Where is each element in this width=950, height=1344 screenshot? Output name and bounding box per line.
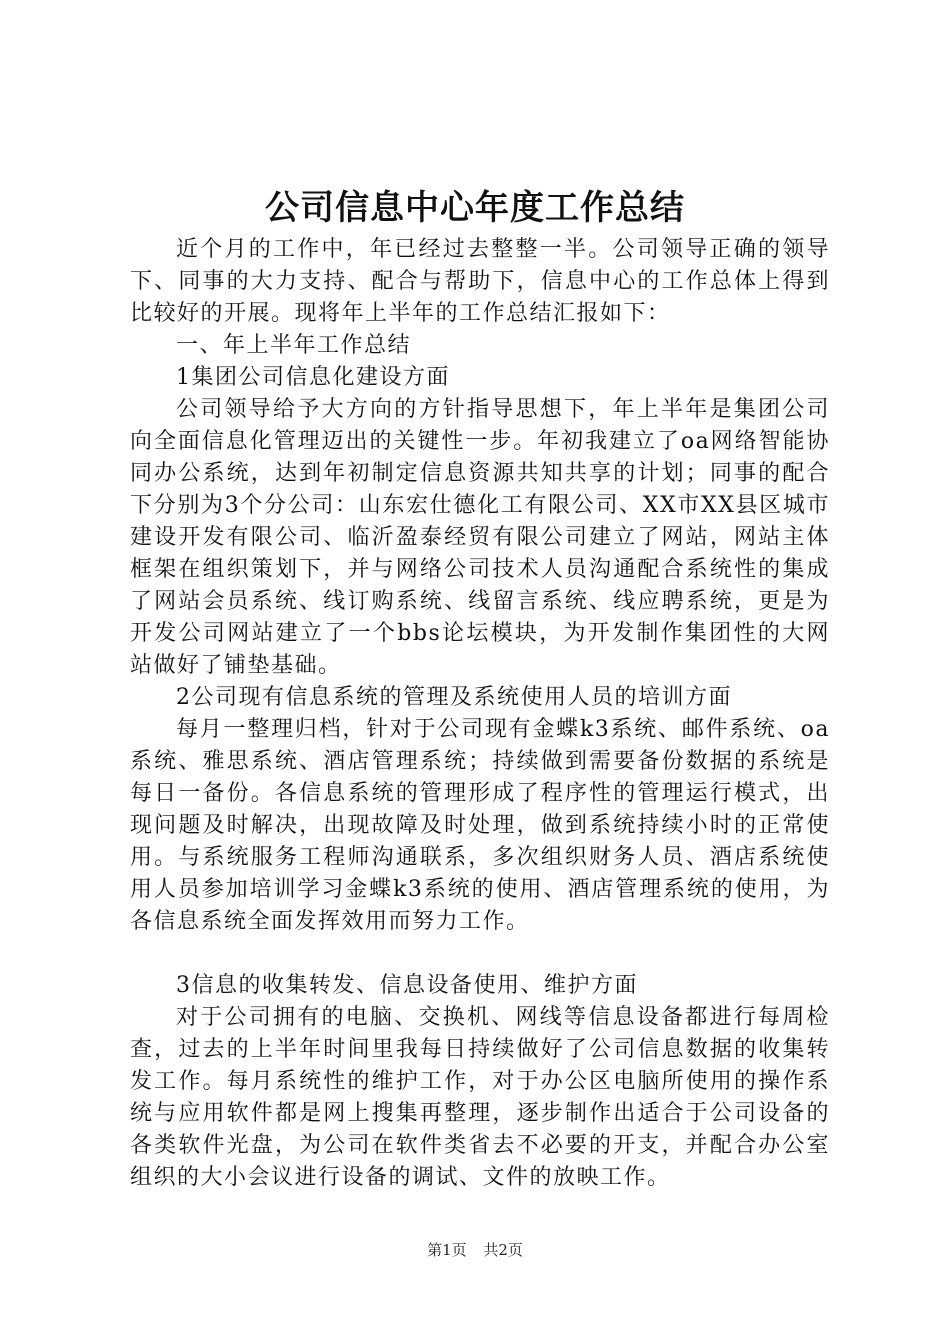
subsection-heading-2: 2公司现有信息系统的管理及系统使用人员的培训方面 (176, 685, 732, 710)
subsection-heading-3: 3信息的收集转发、信息设备使用、维护方面 (176, 973, 638, 998)
subsection-heading-1: 1集团公司信息化建设方面 (176, 365, 450, 390)
subsection-paragraph-1: 公司领导给予大方向的方针指导思想下，年上半年是集团公司向全面信息化管理迈出的关键性一步。年初我建立了oa网络智能协同办公系统，达到年初制定信息资源共知共享的计划；同事的配合下分别为3个分公司：山东宏仕德化工有限公司、XX市XX县区城市建设开发有限公司、临沂盈泰经贸有限公司建立了网站，网站主体框架在组织策划下，并与网络公司技术人员沟通配合系统性的集成了网站会员系统、线订购系统、线留言系统、线应聘系统，更是为开发公司网站建立了一个bbs论坛模块，为开发制作集团性的大网站做好了铺垫基础。 (130, 397, 830, 678)
paragraph-spacer (130, 938, 830, 970)
page-number: 第1页 (427, 1241, 467, 1259)
intro-paragraph: 近个月的工作中，年已经过去整整一半。公司领导正确的领导下、同事的大力支持、配合与帮助下，信息中心的工作总体上得到比较好的开展。现将年上半年的工作总结汇报如下： (130, 237, 830, 326)
document-title: 公司信息中心年度工作总结 (265, 188, 685, 228)
subsection-paragraph-2: 每月一整理归档，针对于公司现有金蝶k3系统、邮件系统、oa系统、雅思系统、酒店管理系统；持续做到需要备份数据的系统是每日一备份。各信息系统的管理形成了程序性的管理运行模式，出现问题及时解决，出现故障及时处理，做到系统持续小时的正常使用。与系统服务工程师沟通联系，多次组织财务人员、酒店系统使用人员参加培训学习金蝶k3系统的使用、酒店管理系统的使用，为各信息系统全面发挥效用而努力工作。 (130, 717, 830, 934)
page-total: 共2页 (483, 1241, 523, 1259)
subsection-paragraph-3: 对于公司拥有的电脑、交换机、网线等信息设备都进行每周检查，过去的上半年时间里我每日持续做好了公司信息数据的收集转发工作。每月系统性的维护工作，对于办公区电脑所使用的操作系统与应用软件都是网上搜集再整理，逐步制作出适合于公司设备的各类软件光盘，为公司在软件类省去不必要的开支，并配合办公室组织的大小会议进行设备的调试、文件的放映工作。 (130, 1005, 830, 1190)
page-footer (0, 1238, 950, 1262)
document-body (130, 234, 830, 1194)
section-heading-1: 一、年上半年工作总结 (176, 333, 412, 358)
